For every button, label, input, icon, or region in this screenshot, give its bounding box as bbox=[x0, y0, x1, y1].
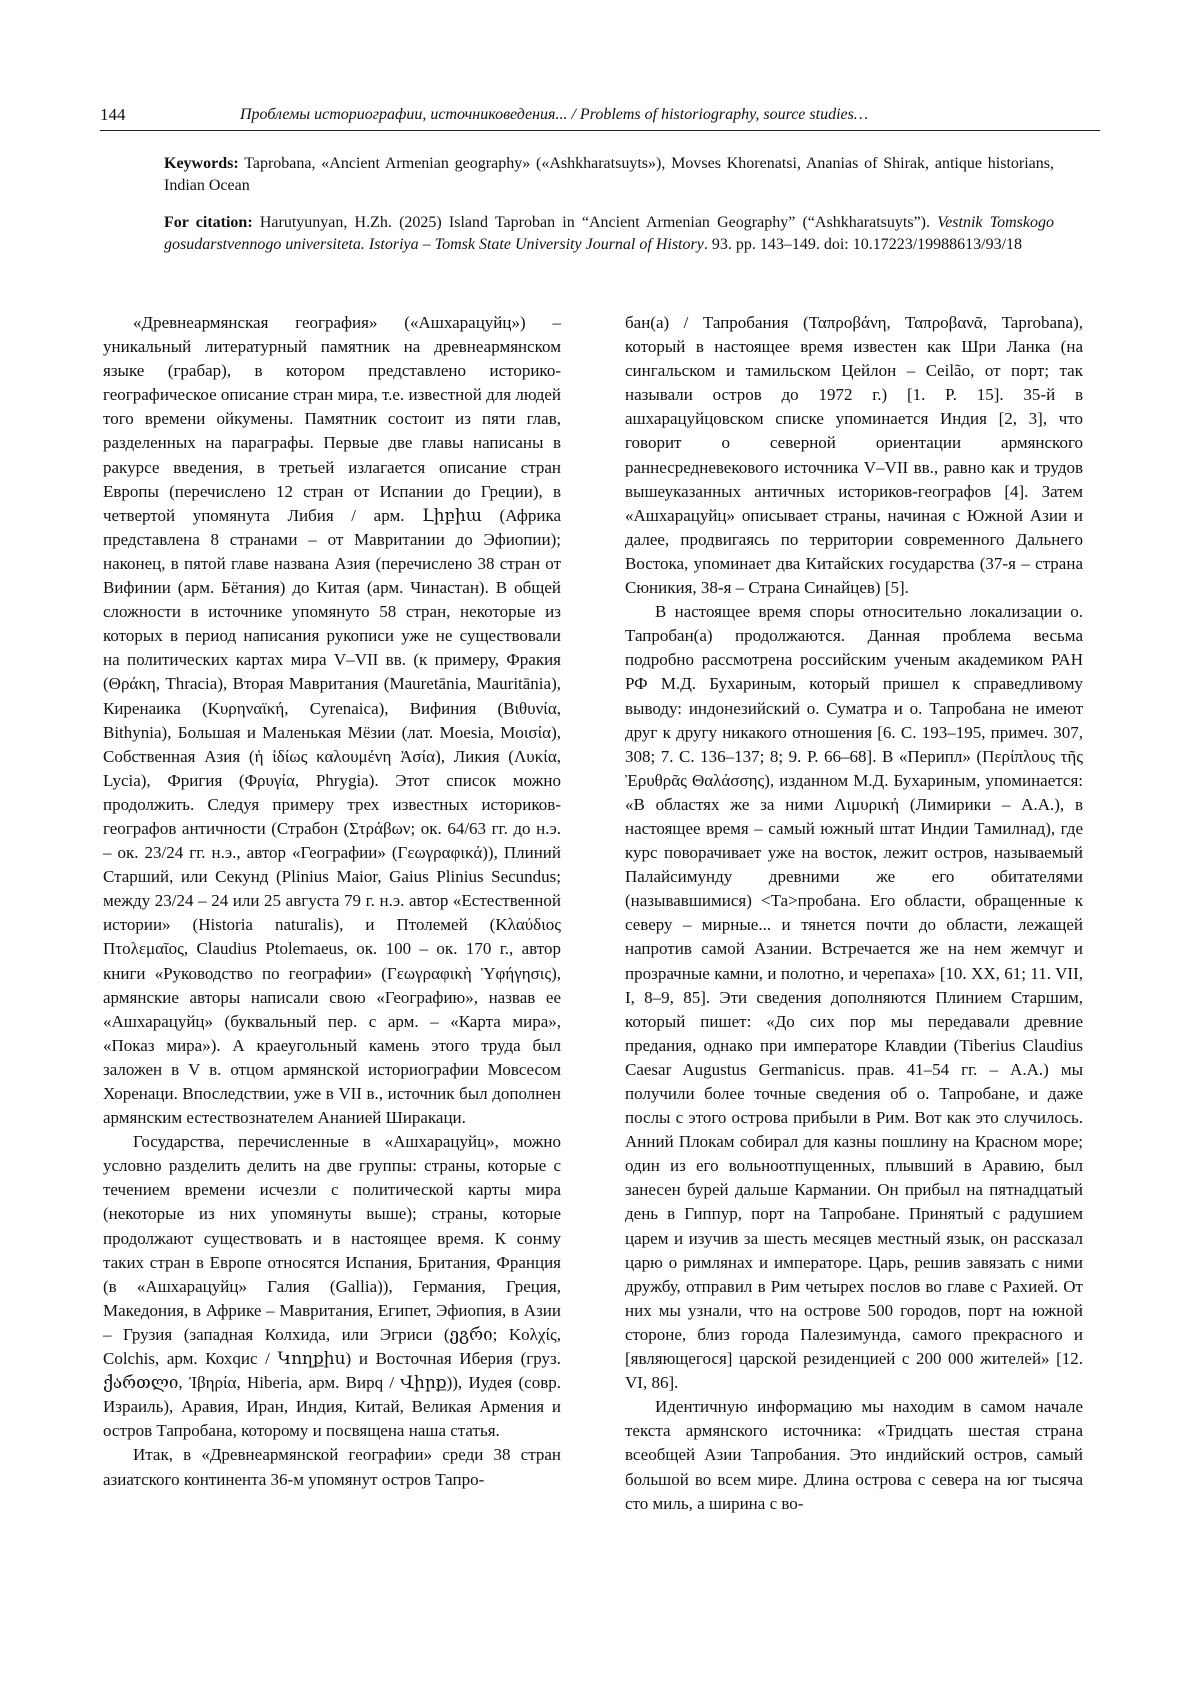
keywords-label: Keywords: bbox=[164, 155, 239, 172]
citation-text: Harutyunyan, H.Zh. (2025) Island Taproban in “Ancient Armenian Geography” (“Ashkharatsuyts”). bbox=[259, 214, 930, 231]
citation-journal: Vestnik Tomskogo gosudarstvennogo universiteta. Istoriya – Tomsk State University Journal of History bbox=[164, 214, 1055, 253]
body-paragraph-continued: бан(а) / Тапробания (Ταπροβάνη, Ταπροβανᾶ, Taprobana), который в настоящее время известен как Шри Ланка (на сингальском и тамильском Цейлон – Ceilão, от порт; так называли остров до 1972 г.) [1. P. 15]. 35-й в ашхарацуйцовском списке упоминается Индия [2, 3], что говорит о северной ориентации армянского раннесредневекового источника V–VII вв., равно как и трудов вышеуказанных античных историков-географов [4]. Затем «Ашхарацуйц» описывает страны, начиная с Южной Азии и далее, продвигаясь по территории современного Дальнего Востока, упоминает два Китайских государства (37-я – страна Сюникия, 38-я – Страна Синайцев) [5]. bbox=[625, 313, 1083, 598]
citation-pages: . 93. pp. 143–149. doi: 10.17223/19988613/93/18 bbox=[703, 235, 1023, 253]
left-column bbox=[103, 311, 561, 1492]
citation-block bbox=[164, 212, 1054, 255]
citation-label: For citation: bbox=[164, 214, 253, 231]
body-paragraph: «Древнеармянская география» («Ашхарацуйц») – уникальный литературный памятник на древнеармянском языке (грабар), в котором представлено историко-географическое описание стран мира, т.е. известной для людей того времени ойкумены. Памятник состоит из пяти глав, разделенных на параграфы. Первые две главы написаны в ракурсе введения, в третьей излагается описание стран Европы (перечислено 12 стран от Испании до Греции), в четвертой упомянута Либия / арм. Լիբիա (Африка представлена 8 странами – от Мавритании до Эфиопии); наконец, в пятой главе названа Азия (перечислено 38 стран от Вифинии (арм. Бётания) до Китая (арм. Чинастан). В общей сложности в источнике упомянуто 58 стран, некоторые из которых в период написания рукописи уже не существовали на политических картах мира V–VII вв. (к примеру, Фракия (Θράκη, Thracia), Вторая Мавритания (Mauretānia, Mauritānia), Киренаика (Κυρηναϊκή, Cyrenaica), Вифиния (Βιθυνία, Bithynia), Большая и Маленькая Мёзии (лат. Moesia, Μοισία), Собственная Азия (ἡ ἰδίως καλουμένη Ἀσία), Ликия (Λυκία, Lycia), Фригия (Φρυγία, Phrygia). Этот список можно продолжить. Следуя примеру трех известных историков-географов античности (Страбон (Στράβων; ок. 64/63 гг. до н.э. – ок. 23/24 гг. н.э., автор «Географии» (Γεωγραφικά)), Плиний Старший, или Секунд (Plinius Maior, Gaius Plinius Secundus; между 23/24 – 24 или 25 августа 79 г. н.э. автор «Естественной истории» (Historia naturalis), и Птолемей (Κλαύδιος Πτολεμαῖος, Claudius Ptolemaeus, ок. 100 – ок. 170 г., автор книги «Руководство по географии» (Γεωγραφικὴ Ὑφήγησις), армянские авторы написали свою «Географию», назвав ее «Ашхарацуйц» (буквальный пер. с арм. – «Карта мира», «Показ мира»). А краеугольный камень этого труда был заложен в V в. отцом армянской историографии Мовсесом Хоренаци. Впоследствии, уже в VII в., источник был дополнен армянским естествознателем Ананией Ширакаци. bbox=[103, 313, 561, 1128]
running-header bbox=[100, 104, 1100, 131]
keywords-text: Taprobana, «Ancient Armenian geography» («Ashkharatsuyts»), Movses Khorenatsi, Ananias of Shirak, antique historians, Indian Ocean bbox=[164, 155, 1054, 194]
keywords-block bbox=[164, 153, 1054, 196]
running-title: Проблемы историографии, источниковедения... / Problems of historiography, source studies… bbox=[240, 106, 869, 123]
body-paragraph: Государства, перечисленные в «Ашхарацуйц», можно условно разделить делить на две группы: страны, которые с течением времени исчезли с политической карты мира (некоторые из них упомянуты выше); страны, которые продолжают существовать и в настоящее время. К сонму таких стран в Европе относятся Испания, Британия, Франция (в «Ашхарацуйц» Галия (Gallia)), Германия, Греция, Македония, в Африке – Мавритания, Египет, Эфиопия, в Азии – Грузия (западная Колхида, или Эгриси (ეგრი; Κολχίς, Colchis, арм. Кохqис / Կողքիս) и Восточная Иберия (груз. ქართლი, Ἰβηρία, Hiberia, арм. Вирq / Վիրք)), Иудея (совр. Израиль), Аравия, Иран, Индия, Китай, Великая Армения и остров Тапробана, которому и посвящена наша статья. bbox=[103, 1132, 561, 1441]
right-column bbox=[625, 311, 1083, 1516]
page-number: 144 bbox=[100, 105, 126, 124]
body-paragraph: Итак, в «Древнеармянской географии» среди 38 стран азиатского континента 36-м упомянут остров Тапро- bbox=[103, 1445, 561, 1489]
body-paragraph: Идентичную информацию мы находим в самом начале текста армянского источника: «Тридцать шестая страна всеобщей Азии Тапробания. Это индийский остров, самый большой во всем мире. Длина острова с севера на юг тысяча сто миль, а ширина с во- bbox=[625, 1397, 1083, 1513]
body-paragraph: В настоящее время споры относительно локализации о. Тапробан(а) продолжаются. Данная проблема весьма подробно рассмотрена российским ученым академиком РАН РФ М.Д. Бухариным, который пришел к справедливому выводу: индонезийский о. Суматра и о. Тапробана не имеют друг к другу никакого отношения [6. С. 193–195, примеч. 307, 308; 7. С. 136–137; 8; 9. Р. 66–68]. В «Перипл» (Περίπλους τῆς Ἐρυθρᾶς Θαλάσσης), изданном М.Д. Бухариным, упоминается: «В областях же за ними Λιμυρική (Лимирики – А.А.), в настоящее время – самый южный штат Индии Тамилнад), где курс поворачивает уже на восток, лежит остров, называемый Палайсимунду древними же его обитателями (называвшимися) <Та>пробана. Его области, обращенные к северу – мирные... и тянется почти до области, лежащей напротив самой Азании. Встречается же на нем жемчуг и прозрачные камни, и полотно, и черепаха» [10. XX, 61; 11. VII, I, 8–9, 85]. Эти сведения дополняются Плинием Старшим, который пишет: «До сих пор мы передавали древние предания, однако при императоре Клавдии (Tiberius Claudius Caesar Augustus Germanicus. прав. 41–54 гг. – А.А.) мы получили более точные сведения об о. Тапробане, и даже послы с этого острова прибыли в Рим. Вот как это случилось. Анний Плокам собирал для казны пошлину на Красном море; один из его вольноотпущенных, плывший в Аравию, был занесен бурей дальше Кармании. Он прибыл на пятнадцатый день в Гиппур, порт на Тапробане. Принятый с радушием царем и изучив за шесть месяцев местный язык, он рассказал царю о римлянах и императоре. Царь, решив завязать с ними дружбу, отправил в Рим четырех послов во главе с Рахией. От них мы узнали, что на острове 500 городов, порт на южной стороне, близ города Палезимунда, самого прекрасного и [являющегося] царской резиденцией с 200 000 жителей» [12. VI, 86]. bbox=[625, 602, 1083, 1393]
